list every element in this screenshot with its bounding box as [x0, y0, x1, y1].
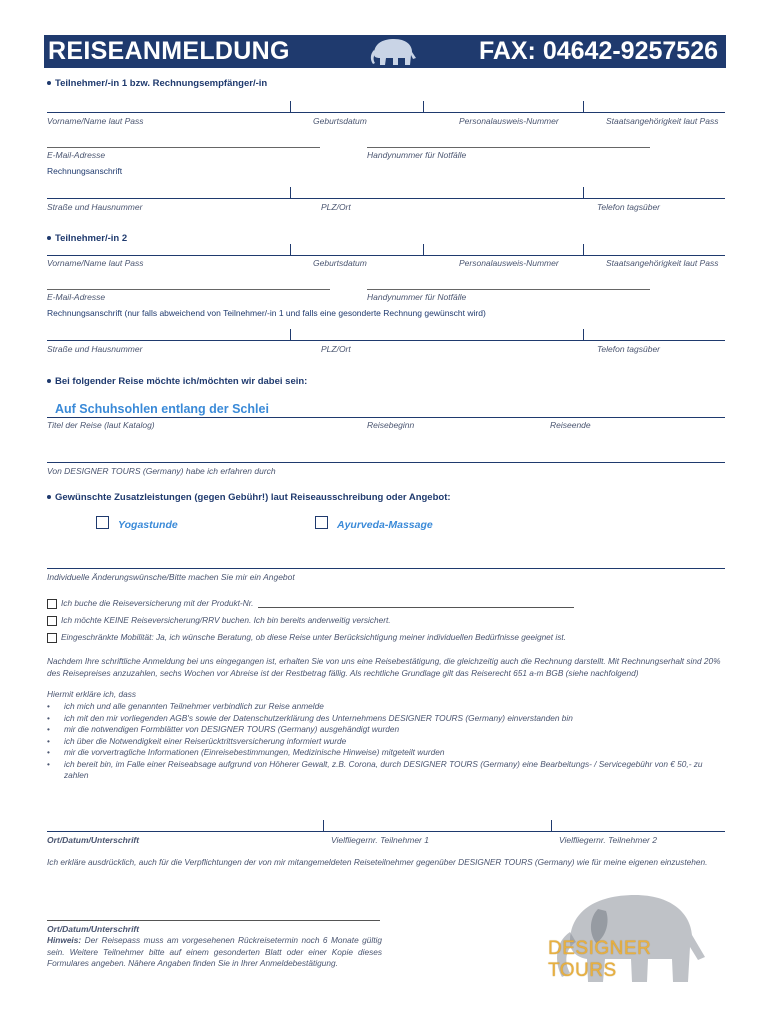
trip-title-value[interactable]: Auf Schuhsohlen entlang der Schlei: [55, 402, 269, 416]
yoga-checkbox[interactable]: [96, 516, 109, 529]
checkbox[interactable]: [47, 616, 57, 626]
info-text: Nachdem Ihre schriftliche Anmeldung bei uns eingegangen ist, erhalten Sie von uns eine Reisebestätigung, die gleichzeitig auch die Rechnung darstellt. Mit Rechnungserhalt sind 20% des Reisepreises anzuzahlen, sechs Wochen vor Abreise ist der Restbetrag fällig. Als rechtliche Grundlage gilt das Reiserecht 651 a-m BGB (siehe nachfolgend): [47, 656, 721, 678]
list-item: • mir die notwendigen Formblätter von DESIGNER TOURS (Germany) ausgehändigt wurden: [47, 724, 400, 734]
product-number-line[interactable]: [258, 607, 574, 608]
insurance-option-2[interactable]: Ich möchte KEINE Reiseversicherung/RRV buchen. Ich bin bereits anderweitig versichert.: [47, 615, 391, 627]
p2-mobile-label: Handynummer für Notfälle: [367, 292, 467, 302]
form-title: REISEANMELDUNG: [48, 37, 290, 65]
bullet-icon: [47, 379, 51, 383]
field-separator: [551, 820, 552, 831]
p1-address-line[interactable]: [47, 198, 725, 199]
mobility-option[interactable]: Eingeschränkte Mobilität: Ja, ich wünsche Beratung, ob diese Reise unter Berücksichtigung meiner individuellen Bedürfnisse geeignet ist.: [47, 632, 566, 644]
p2-phone-label: Telefon tagsüber: [597, 344, 661, 354]
designer-tours-logo: [540, 887, 720, 992]
field-separator: [583, 244, 584, 255]
p2-name-line[interactable]: [47, 255, 725, 256]
p2-billing-label: Rechnungsanschrift (nur falls abweichend von Teilnehmer/-in 1 und falls eine gesonderte Rechnung gewünscht wird): [47, 308, 486, 318]
p1-nationality-label: Staatsangehörigkeit laut Pass: [606, 116, 719, 126]
p2-name-label: Vorname/Name laut Pass: [47, 258, 144, 268]
signature-line-2[interactable]: [47, 920, 380, 921]
p1-mobile-line[interactable]: [367, 147, 650, 148]
trip-end-label: Reiseende: [550, 420, 591, 430]
bullet-icon: [47, 81, 51, 85]
trip-source-label: Von DESIGNER TOURS (Germany) habe ich erfahren durch: [47, 466, 276, 476]
trip-heading: Bei folgender Reise möchte ich/möchten wir dabei sein:: [47, 376, 307, 387]
checkbox[interactable]: [47, 599, 57, 609]
trip-title-line: [47, 417, 725, 418]
participant1-heading: Teilnehmer/-in 1 bzw. Rechnungsempfänger/-in: [47, 78, 267, 89]
field-separator: [323, 820, 324, 831]
field-separator: [423, 101, 424, 112]
bullet-icon: [47, 495, 51, 499]
p1-email-label: E-Mail-Adresse: [47, 150, 106, 160]
liability-text: Ich erkläre ausdrücklich, auch für die Verpflichtungen der von mir mitangemeldeten Reiseteilnehmer gegenüber DESIGNER TOURS (Germany) wie für meine eigenen einzustehen.: [47, 857, 708, 867]
trip-title-label: Titel der Reise (laut Katalog): [47, 420, 155, 430]
p1-id-label: Personalausweis-Nummer: [459, 116, 559, 126]
bullet-icon: [47, 236, 51, 240]
p2-id-label: Personalausweis-Nummer: [459, 258, 559, 268]
insurance-option-1[interactable]: Ich buche die Reiseversicherung mit der Produkt-Nr.: [47, 598, 253, 610]
declaration-list: [47, 701, 722, 782]
ayurveda-label: Ayurveda-Massage: [337, 519, 433, 531]
field-separator: [290, 101, 291, 112]
p1-name-label: Vorname/Name laut Pass: [47, 116, 144, 126]
trip-start-label: Reisebeginn: [367, 420, 415, 430]
p2-email-line[interactable]: [47, 289, 330, 290]
place-date-label-2: Ort/Datum/Unterschrift: [47, 924, 140, 934]
passport-note: Hinweis: Der Reisepass muss am vorgesehenen Rückreisetermin noch 6 Monate gültig sein. Weitere Teilnehmer bitte auf einem gesonderten Blatt oder einer Kopie dieses Formulares angeben. Nähere Angaben finden Sie in Ihrer Anmeldebestätigung.: [47, 935, 382, 968]
p1-zip-label: PLZ/Ort: [321, 202, 351, 212]
yoga-label: Yogastunde: [118, 519, 178, 531]
changes-label: Individuelle Änderungswünsche/Bitte machen Sie mir ein Angebot: [47, 572, 295, 582]
p1-mobile-label: Handynummer für Notfälle: [367, 150, 467, 160]
p2-birth-label: Geburtsdatum: [313, 258, 367, 268]
field-separator: [290, 329, 291, 340]
elephant-icon: [366, 36, 420, 67]
list-item: • ich mich und alle genannten Teilnehmer verbindlich zur Reise anmelde: [47, 701, 324, 711]
field-separator: [583, 187, 584, 198]
checkbox[interactable]: [47, 633, 57, 643]
field-separator: [290, 187, 291, 198]
flyer1-label: Vielfliegernr. Teilnehmer 1: [331, 835, 429, 845]
changes-line[interactable]: [47, 568, 725, 569]
participant2-heading: Teilnehmer/-in 2: [47, 233, 127, 244]
header-bar: [44, 35, 726, 68]
place-date-label: Ort/Datum/Unterschrift: [47, 835, 140, 845]
p2-zip-label: PLZ/Ort: [321, 344, 351, 354]
field-separator: [290, 244, 291, 255]
field-separator: [423, 244, 424, 255]
list-item: • ich bereit bin, im Falle einer Reiseabsage aufgrund von Höherer Gewalt, z.B. Corona, durch DESIGNER TOURS (Germany) eine Bearbeitungs- / Servicegebühr von € 50,- zu zahlen: [47, 758, 703, 780]
p1-birth-label: Geburtsdatum: [313, 116, 367, 126]
fax-number: FAX: 04642-9257526: [478, 37, 718, 65]
flyer2-label: Vielfliegernr. Teilnehmer 2: [559, 835, 657, 845]
field-separator: [583, 329, 584, 340]
p1-phone-label: Telefon tagsüber: [597, 202, 661, 212]
field-separator: [583, 101, 584, 112]
p1-billing-label: Rechnungsanschrift: [47, 166, 123, 176]
logo-text: DESIGNER TOURS: [548, 938, 652, 981]
p2-mobile-line[interactable]: [367, 289, 650, 290]
ayurveda-checkbox[interactable]: [315, 516, 328, 529]
signature-line[interactable]: [47, 831, 725, 832]
trip-source-line[interactable]: [47, 462, 725, 463]
p2-address-line[interactable]: [47, 340, 725, 341]
list-item: • mir die vorvertragliche Informationen (Einreisebestimmungen, Medizinische Hinweise) mitgeteilt wurden: [47, 747, 445, 757]
p2-nationality-label: Staatsangehörigkeit laut Pass: [606, 258, 719, 268]
p2-email-label: E-Mail-Adresse: [47, 292, 106, 302]
list-item: • ich mit den mir vorliegenden AGB's sowie der Datenschutzerklärung des Unternehmens DESIGNER TOURS (Germany) einverstanden bin: [47, 712, 573, 723]
list-item: • ich über die Notwendigkeit einer Reiserücktrittsversicherung informiert wurde: [47, 735, 347, 746]
p1-email-line[interactable]: [47, 147, 320, 148]
declaration-intro: Hiermit erkläre ich, dass: [47, 689, 136, 699]
extras-heading: Gewünschte Zusatzleistungen (gegen Gebühr!) laut Reiseausschreibung oder Angebot:: [47, 492, 451, 503]
p2-street-label: Straße und Hausnummer: [47, 344, 143, 354]
p1-name-line[interactable]: [47, 112, 725, 113]
p1-street-label: Straße und Hausnummer: [47, 202, 143, 212]
